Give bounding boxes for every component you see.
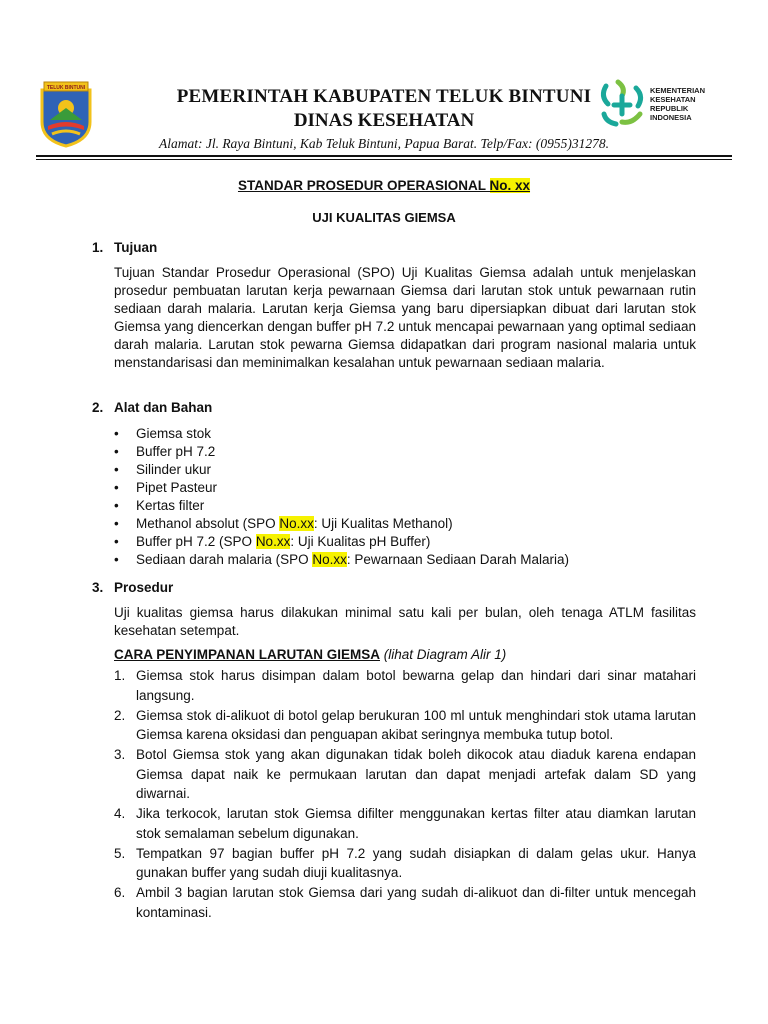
emblem-text: TELUK BINTUNI [46, 85, 86, 91]
list-item: • Pipet Pasteur [114, 479, 569, 497]
spo-number-highlight: No.xx [255, 534, 291, 549]
document-title-text: STANDAR PROSEDUR OPERASIONAL [237, 178, 490, 193]
spo-number-highlight: No.xx [312, 552, 347, 567]
procedure-steps [114, 666, 696, 923]
spo-number-highlight: No.xx [279, 516, 314, 531]
procedure-step: 3. Botol Giemsa stok yang akan digunakan tidak boleh dikocok atau diaduk karena endapan Giemsa dapat naik ke permukaan larutan dan dapat menjadi artefak dalam SD yang diwarnai. [114, 747, 696, 801]
header-divider-thick [36, 155, 732, 157]
document-number-highlight: No. xx [489, 178, 531, 193]
section-number: 3. [92, 580, 104, 595]
header-title: PEMERINTAH KABUPATEN TELUK BINTUNI [176, 86, 592, 107]
header-subtitle: DINAS KESEHATAN [293, 110, 475, 131]
list-item: • Methanol absolut (SPO No.xx: Uji Kualitas Methanol) [114, 515, 569, 533]
kemenkes-line: KEMENTERIAN [650, 86, 706, 95]
storage-subheading-text: CARA PENYIMPANAN LARUTAN GIEMSA [114, 647, 380, 662]
section-title-tujuan: Tujuan [114, 240, 158, 255]
list-item: • Kertas filter [114, 497, 569, 515]
kemenkes-line: REPUBLIK [650, 104, 689, 113]
section-number: 1. [92, 240, 104, 255]
storage-subheading [114, 647, 506, 662]
procedure-step: 2. Giemsa stok di-alikuot di botol gelap berukuran 100 ml untuk menghindari stok utama larutan Giemsa karena oksidasi dan penguapan akibat seringnya membuka tutup botol. [114, 707, 696, 742]
procedure-step: 6. Ambil 3 bagian larutan stok Giemsa dari yang sudah di-alikuot dan di-filter untuk mencegah kontaminasi. [114, 885, 696, 920]
list-item: • Silinder ukur [114, 461, 569, 479]
list-item: • Buffer pH 7.2 [114, 443, 569, 461]
header-address: Alamat: Jl. Raya Bintuni, Kab Teluk Bintuni, Papua Barat. Telp/Fax: (0955)31278. [158, 136, 610, 151]
procedure-step: 4. Jika terkocok, larutan stok Giemsa difilter menggunakan kertas filter atau diamkan larutan stok semalaman sebelum digunakan. [114, 806, 696, 841]
procedure-step: 5. Tempatkan 97 bagian buffer pH 7.2 yang sudah disiapkan di dalam gelas ukur. Hanya gunakan buffer yang sudah diuji kualitasnya. [114, 845, 696, 880]
list-item: • Buffer pH 7.2 (SPO No.xx: Uji Kualitas pH Buffer) [114, 533, 569, 551]
materials-list [114, 425, 569, 569]
section-paragraph-tujuan: Tujuan Standar Prosedur Operasional (SPO) Uji Kualitas Giemsa adalah untuk menjelaskan prosedur pembuatan larutan kerja pewarnaan Giemsa dari larutan stok untuk pewarnaan rutin sediaan darah malaria. Larutan kerja Giemsa yang baru dipersiapkan dibuat dari larutan stok Giemsa yang diencerkan dengan buffer pH 7.2 untuk mencapai pewarnaan yang optimal sediaan darah malaria. Larutan stok pewarna Giemsa didapatkan dari program nasional malaria untuk menstandarisasi dan meminimalkan kesalahan untuk pewarnaan sediaan malaria. [114, 265, 696, 370]
header-divider-thin [36, 159, 732, 160]
document-subtitle: UJI KUALITAS GIEMSA [312, 210, 456, 225]
kemenkes-line: INDONESIA [650, 113, 692, 122]
kemenkes-logo [596, 78, 648, 130]
list-item: • Giemsa stok [114, 425, 569, 443]
section-number: 2. [92, 400, 104, 415]
kemenkes-line: KESEHATAN [650, 95, 696, 104]
list-item: • Sediaan darah malaria (SPO No.xx: Pewarnaan Sediaan Darah Malaria) [114, 551, 569, 569]
section-title-alat-bahan: Alat dan Bahan [114, 400, 213, 415]
section-title-prosedur: Prosedur [114, 580, 174, 595]
procedure-step: 1. Giemsa stok harus disimpan dalam botol bewarna gelap dan hindari dari sinar matahari langsung. [114, 668, 696, 703]
kemenkes-label [650, 86, 705, 122]
section-paragraph-prosedur: Uji kualitas giemsa harus dilakukan minimal satu kali per bulan, oleh tenaga ATLM fasilitas kesehatan setempat. [114, 605, 696, 638]
diagram-reference: (lihat Diagram Alir 1) [380, 647, 507, 662]
document-title [0, 178, 768, 193]
